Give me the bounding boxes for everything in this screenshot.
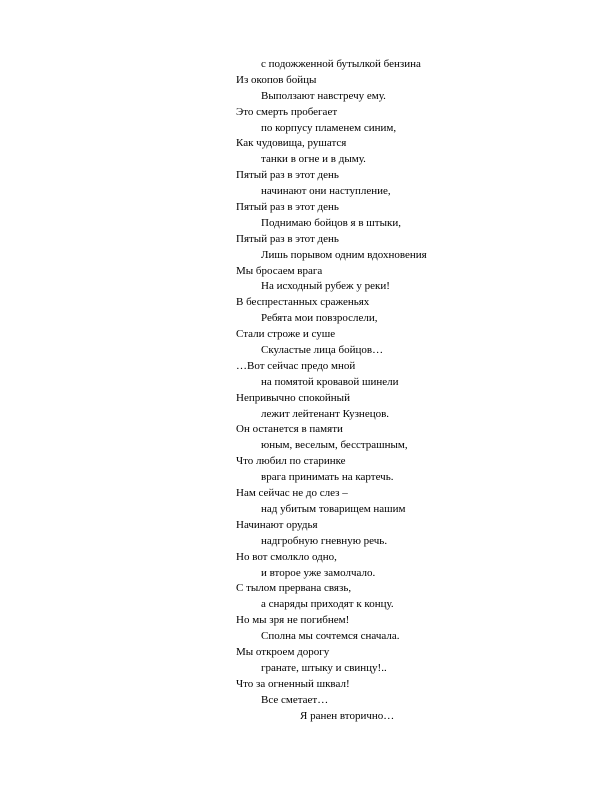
poem-text [236, 57, 576, 724]
poem-line: Пятый раз в этот день [236, 169, 339, 182]
poem-line: Как чудовища, рушатся [236, 137, 347, 150]
poem-line: начинают они наступление, [261, 185, 391, 198]
poem-line: Но вот смолкло одно, [236, 550, 337, 563]
poem-line: Но мы зря не погибнем! [236, 614, 350, 627]
poem-line: Пятый раз в этот день [236, 201, 339, 214]
poem-line: Из окопов бойцы [236, 73, 317, 86]
poem-line: Он останется в памяти [236, 423, 343, 436]
poem-line: Стали строже и суше [236, 328, 336, 341]
poem-line: С тылом прервана связь, [236, 582, 352, 595]
poem-line: Начинают орудья [236, 518, 318, 531]
poem-line: Это смерть пробегает [236, 105, 338, 118]
poem-line: и второе уже замолчало. [261, 566, 376, 579]
poem-line: врага принимать на картечь. [261, 471, 394, 484]
poem-line: Нам сейчас не до слез – [236, 487, 348, 500]
poem-line: Ребята мои повзрослели, [261, 312, 378, 325]
poem-line: над убитым товарищем нашим [261, 502, 406, 515]
poem-line: гранате, штыку и свинцу!.. [261, 661, 387, 674]
poem-line: В беспрестанных сраженьях [236, 296, 370, 309]
poem-line: Выползают навстречу ему. [261, 89, 386, 102]
poem-line: Мы бросаем врага [236, 264, 323, 277]
poem-line: по корпусу пламенем синим, [261, 121, 397, 134]
poem-line: с подожженной бутылкой бензина [261, 58, 421, 70]
poem-line: лежит лейтенант Кузнецов. [261, 407, 390, 420]
poem-line: а снаряды приходят к концу. [261, 598, 394, 611]
poem-line: Пятый раз в этот день [236, 232, 339, 245]
poem-line: Поднимаю бойцов я в штыки, [261, 216, 401, 229]
poem-line: юным, веселым, бесстрашным, [261, 439, 408, 452]
poem-line: танки в огне и в дыму. [261, 153, 366, 166]
poem-line: Я ранен вторично… [300, 709, 395, 722]
poem-line: Лишь порывом одним вдохновения [261, 248, 427, 261]
poem-line: Что за огненный шквал! [236, 677, 350, 690]
poem-line: Что любил по старинке [236, 455, 346, 468]
poem-line: Непривычно спокойный [236, 391, 350, 404]
poem-line: Скуластые лица бойцов… [261, 344, 384, 357]
poem-line: Сполна мы сочтемся сначала. [261, 630, 400, 643]
poem-line: Мы откроем дорогу [236, 645, 330, 658]
poem-line: …Вот сейчас предо мной [236, 359, 356, 372]
poem-line: надгробную гневную речь. [261, 534, 388, 547]
poem-line: на помятой кровавой шинели [261, 375, 399, 388]
poem-line: Все сметает… [261, 693, 329, 706]
poem-line: На исходный рубеж у реки! [261, 280, 390, 293]
